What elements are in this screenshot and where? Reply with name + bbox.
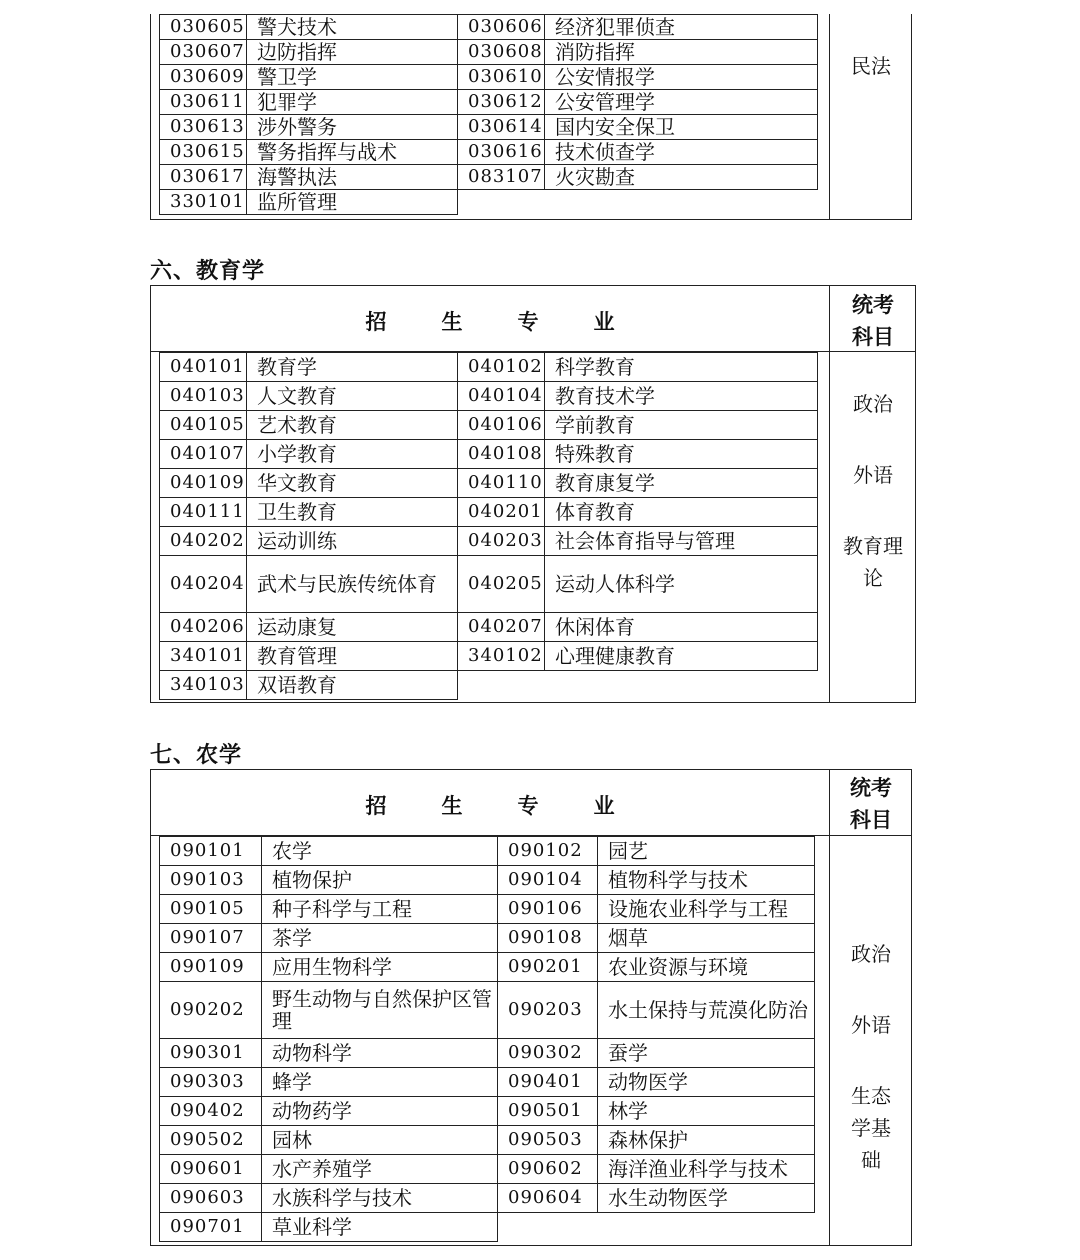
major-name: 烟草 (598, 924, 815, 953)
major-code: 090603 (160, 1184, 262, 1213)
empty-cell (545, 671, 818, 700)
major-code: 090604 (498, 1184, 598, 1213)
header-subject-line: 统考 (852, 293, 894, 317)
major-name: 小学教育 (247, 440, 458, 469)
major-name: 国内安全保卫 (545, 115, 818, 140)
major-name: 动物医学 (598, 1068, 815, 1097)
major-name: 农学 (262, 837, 498, 866)
major-name: 警务指挥与战术 (247, 140, 458, 165)
section2-subject-politics: 政治 (853, 392, 893, 416)
table-row (160, 924, 815, 953)
major-name: 武术与民族传统体育 (247, 556, 458, 613)
table-row (160, 556, 818, 613)
major-name: 草业科学 (262, 1213, 498, 1242)
major-code: 090302 (498, 1039, 598, 1068)
header-char: 专 (517, 794, 539, 818)
major-name: 公安管理学 (545, 90, 818, 115)
major-code: 030614 (458, 115, 545, 140)
major-name: 运动康复 (247, 613, 458, 642)
major-name: 蜂学 (262, 1068, 498, 1097)
major-code: 040201 (458, 498, 545, 527)
major-code: 040106 (458, 411, 545, 440)
table-row (160, 115, 818, 140)
table-row (160, 1039, 815, 1068)
header-char: 业 (593, 794, 615, 818)
major-code: 090502 (160, 1126, 262, 1155)
major-name: 海警执法 (247, 165, 458, 190)
section3-header-major (150, 790, 830, 820)
empty-cell (598, 1213, 815, 1242)
section3-header-subject (830, 772, 912, 836)
table-row (160, 1068, 815, 1097)
major-name: 人文教育 (247, 382, 458, 411)
major-code: 030607 (160, 40, 247, 65)
major-code: 040107 (160, 440, 247, 469)
major-name: 边防指挥 (247, 40, 458, 65)
table-row (160, 866, 815, 895)
table-row (160, 498, 818, 527)
header-char: 招 (365, 310, 387, 334)
major-name: 体育教育 (545, 498, 818, 527)
major-name: 野生动物与自然保护区管理 (262, 982, 498, 1039)
major-code: 090601 (160, 1155, 262, 1184)
table-row (160, 527, 818, 556)
table-row (160, 953, 815, 982)
major-name: 火灾勘查 (545, 165, 818, 190)
major-name: 华文教育 (247, 469, 458, 498)
table-row (160, 1213, 815, 1242)
major-code: 090402 (160, 1097, 262, 1126)
major-code: 030606 (458, 15, 545, 40)
major-code: 040108 (458, 440, 545, 469)
major-code: 083107 (458, 165, 545, 190)
table-row (160, 1126, 815, 1155)
section1-major-table (159, 14, 818, 215)
major-name: 海洋渔业科学与技术 (598, 1155, 815, 1184)
table-row (160, 837, 815, 866)
section1-subject-divider (829, 14, 830, 220)
major-code: 340103 (160, 671, 247, 700)
section2-subjects (830, 388, 916, 594)
major-code: 090102 (498, 837, 598, 866)
empty-cell (545, 190, 818, 215)
header-char: 业 (593, 310, 615, 334)
major-code: 090106 (498, 895, 598, 924)
major-name: 林学 (598, 1097, 815, 1126)
major-name: 技术侦查学 (545, 140, 818, 165)
major-name: 植物科学与技术 (598, 866, 815, 895)
major-code: 040102 (458, 353, 545, 382)
section3-title: 七、农学 (150, 743, 243, 768)
major-name: 教育康复学 (545, 469, 818, 498)
table-row (160, 190, 818, 215)
table-row (160, 671, 818, 700)
major-name: 应用生物科学 (262, 953, 498, 982)
major-name: 森林保护 (598, 1126, 815, 1155)
major-code: 040101 (160, 353, 247, 382)
major-code: 090104 (498, 866, 598, 895)
major-name: 运动训练 (247, 527, 458, 556)
header-char: 生 (441, 310, 463, 334)
major-name: 水土保持与荒漠化防治 (598, 982, 815, 1039)
section3-subject-foreign-language: 外语 (851, 1013, 891, 1037)
major-name: 茶学 (262, 924, 498, 953)
section2-header-major (150, 306, 830, 336)
major-code: 090602 (498, 1155, 598, 1184)
major-name: 警犬技术 (247, 15, 458, 40)
table-row (160, 382, 818, 411)
major-code: 090701 (160, 1213, 262, 1242)
major-name: 教育技术学 (545, 382, 818, 411)
table-row (160, 469, 818, 498)
major-code: 030608 (458, 40, 545, 65)
major-code: 090503 (498, 1126, 598, 1155)
header-subject-line: 科目 (850, 808, 892, 832)
major-code: 040105 (160, 411, 247, 440)
section3-subject-politics: 政治 (851, 942, 891, 966)
major-code: 030616 (458, 140, 545, 165)
table-row (160, 90, 818, 115)
major-name: 设施农业科学与工程 (598, 895, 815, 924)
major-name: 涉外警务 (247, 115, 458, 140)
major-code: 030613 (160, 115, 247, 140)
major-code: 340101 (160, 642, 247, 671)
section3-major-table (159, 836, 815, 1242)
major-name: 双语教育 (247, 671, 458, 700)
major-code: 090105 (160, 895, 262, 924)
major-code: 030617 (160, 165, 247, 190)
major-name: 蚕学 (598, 1039, 815, 1068)
major-code: 090401 (498, 1068, 598, 1097)
major-name: 植物保护 (262, 866, 498, 895)
major-name: 园林 (262, 1126, 498, 1155)
major-name: 艺术教育 (247, 411, 458, 440)
section2-title: 六、教育学 (150, 259, 266, 284)
major-name: 农业资源与环境 (598, 953, 815, 982)
major-code: 040204 (160, 556, 247, 613)
table-row (160, 1155, 815, 1184)
major-code: 090109 (160, 953, 262, 982)
header-char: 招 (365, 794, 387, 818)
empty-cell (458, 671, 545, 700)
section2-major-table (159, 352, 818, 700)
major-name: 教育管理 (247, 642, 458, 671)
major-name: 水生动物医学 (598, 1184, 815, 1213)
major-code: 040202 (160, 527, 247, 556)
major-code: 030611 (160, 90, 247, 115)
major-name: 学前教育 (545, 411, 818, 440)
table-row (160, 165, 818, 190)
section3-subjects (830, 938, 912, 1176)
major-code: 090303 (160, 1068, 262, 1097)
major-name: 经济犯罪侦查 (545, 15, 818, 40)
table-row (160, 140, 818, 165)
table-row (160, 440, 818, 469)
major-code: 040103 (160, 382, 247, 411)
header-char: 专 (517, 310, 539, 334)
major-code: 040206 (160, 613, 247, 642)
major-code: 040109 (160, 469, 247, 498)
table-row (160, 982, 815, 1039)
section2-subject-foreign-language: 外语 (853, 463, 893, 487)
major-name: 公安情报学 (545, 65, 818, 90)
major-code: 340102 (458, 642, 545, 671)
section3-subject-ecology: 生态学基础 (851, 1084, 891, 1172)
major-code: 040111 (160, 498, 247, 527)
major-code: 090501 (498, 1097, 598, 1126)
section1-subjects (830, 50, 912, 79)
major-code: 030610 (458, 65, 545, 90)
major-code: 090202 (160, 982, 262, 1039)
major-name: 特殊教育 (545, 440, 818, 469)
major-name: 社会体育指导与管理 (545, 527, 818, 556)
section1-subject: 民法 (851, 54, 891, 78)
table-row (160, 40, 818, 65)
major-code: 040203 (458, 527, 545, 556)
major-code: 030612 (458, 90, 545, 115)
major-name: 休闲体育 (545, 613, 818, 642)
major-code: 040110 (458, 469, 545, 498)
section2-subject-education-theory: 教育理论 (843, 534, 903, 590)
major-name: 水产养殖学 (262, 1155, 498, 1184)
major-name: 犯罪学 (247, 90, 458, 115)
major-name: 种子科学与工程 (262, 895, 498, 924)
major-code: 090201 (498, 953, 598, 982)
major-name: 科学教育 (545, 353, 818, 382)
major-code: 090103 (160, 866, 262, 895)
table-row (160, 895, 815, 924)
table-row (160, 613, 818, 642)
major-code: 040207 (458, 613, 545, 642)
major-code: 090108 (498, 924, 598, 953)
table-row (160, 1097, 815, 1126)
major-code: 040205 (458, 556, 545, 613)
major-code: 030605 (160, 15, 247, 40)
major-name: 水族科学与技术 (262, 1184, 498, 1213)
major-code: 030615 (160, 140, 247, 165)
major-name: 运动人体科学 (545, 556, 818, 613)
major-name: 动物科学 (262, 1039, 498, 1068)
table-row (160, 1184, 815, 1213)
header-subject-line: 科目 (852, 325, 894, 349)
major-code: 330101 (160, 190, 247, 215)
table-row (160, 411, 818, 440)
table-row (160, 65, 818, 90)
section2-header-subject (830, 289, 916, 353)
major-name: 心理健康教育 (545, 642, 818, 671)
table-row (160, 353, 818, 382)
table-row (160, 642, 818, 671)
header-subject-line: 统考 (850, 776, 892, 800)
table-row (160, 15, 818, 40)
major-code: 090101 (160, 837, 262, 866)
major-name: 消防指挥 (545, 40, 818, 65)
major-name: 警卫学 (247, 65, 458, 90)
empty-cell (498, 1213, 598, 1242)
major-code: 090301 (160, 1039, 262, 1068)
header-char: 生 (441, 794, 463, 818)
major-code: 090203 (498, 982, 598, 1039)
major-name: 卫生教育 (247, 498, 458, 527)
major-name: 动物药学 (262, 1097, 498, 1126)
major-name: 监所管理 (247, 190, 458, 215)
major-code: 030609 (160, 65, 247, 90)
empty-cell (458, 190, 545, 215)
major-name: 园艺 (598, 837, 815, 866)
major-code: 040104 (458, 382, 545, 411)
major-code: 090107 (160, 924, 262, 953)
major-name: 教育学 (247, 353, 458, 382)
